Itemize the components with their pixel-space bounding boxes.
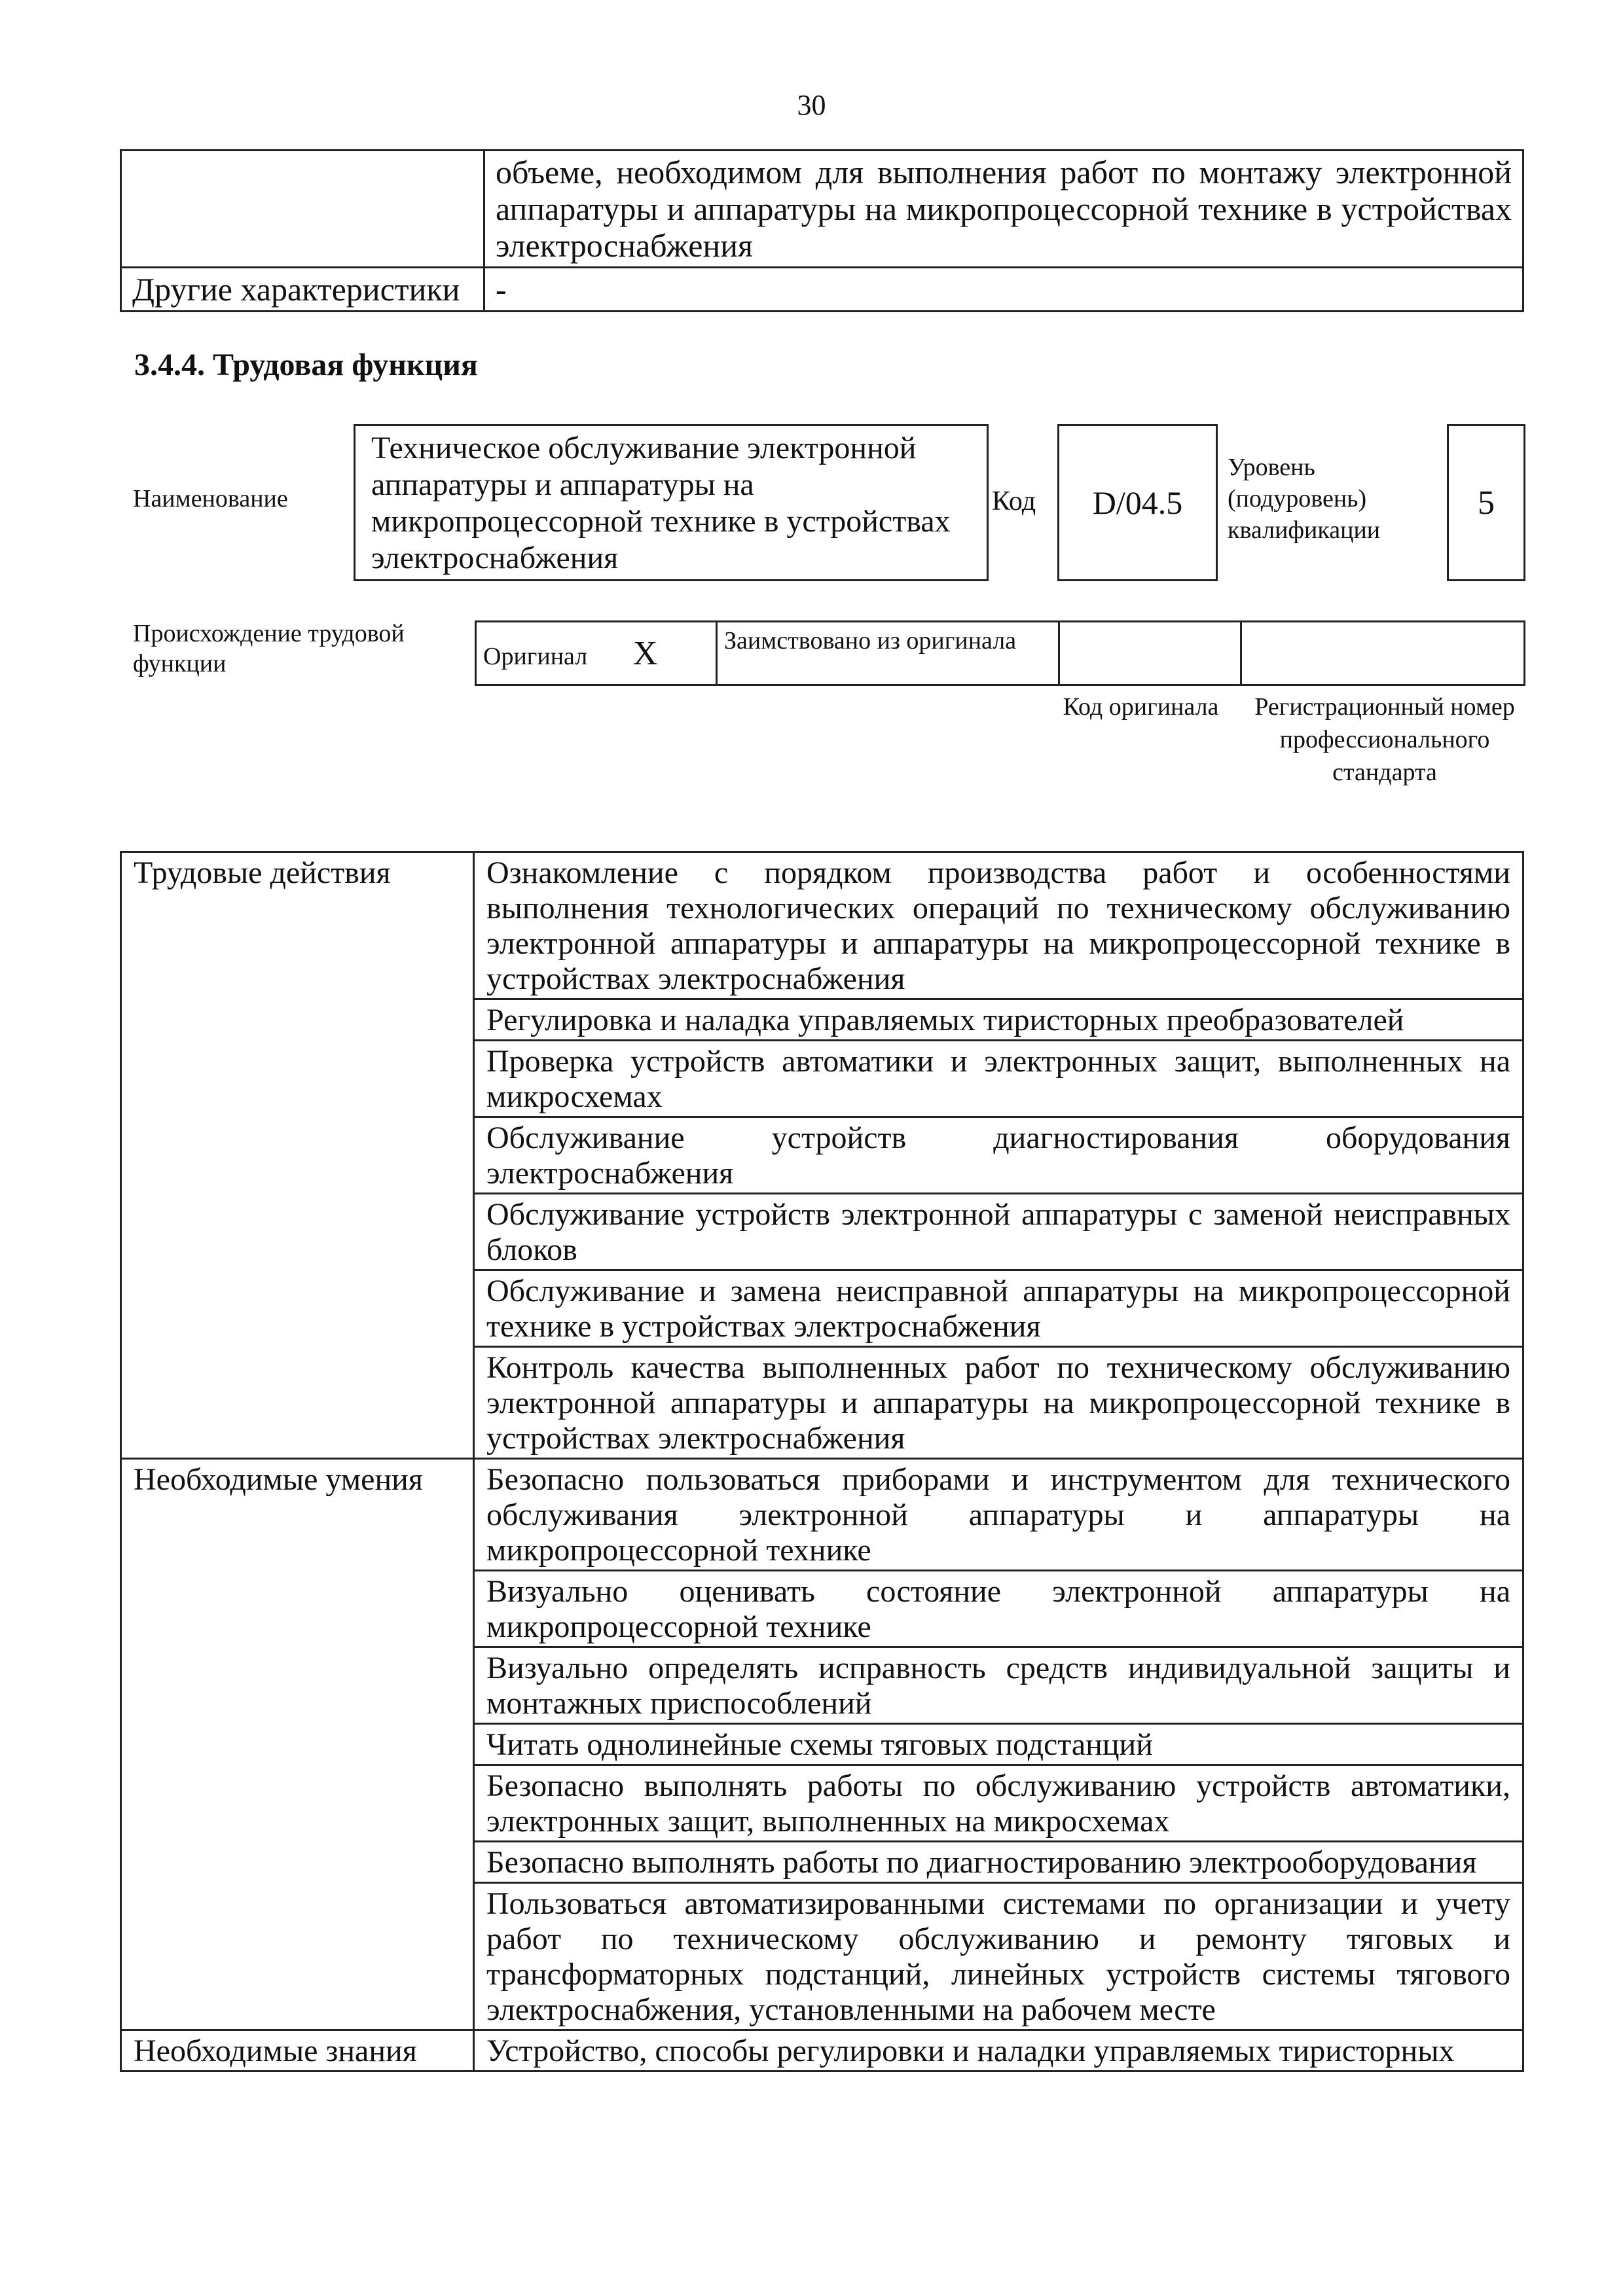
- origin-code-caption: Код оригинала: [1063, 693, 1219, 721]
- borrowed-cell: Заимствовано из оригинала: [717, 622, 1059, 685]
- section-item: Пользоваться автоматизированными системами по организации и учету работ по техническому обслуживанию и ремонту тяговых и трансформаторных подстанций, линейных устройств системы тягового электроснабжения, установленными на рабочем месте: [474, 1883, 1523, 2030]
- name-label: Наименование: [133, 485, 288, 512]
- table-cell: -: [484, 268, 1523, 312]
- table-cell-empty: [121, 151, 484, 268]
- continuation-table: [120, 149, 1524, 312]
- table-row: [121, 1459, 1523, 1571]
- section-item: Регулировка и наладка управляемых тиристорных преобразователей: [474, 999, 1523, 1041]
- section-item: Обслуживание устройств диагностирования оборудования электроснабжения: [474, 1117, 1523, 1194]
- origin-label: Происхождение трудовой функции: [133, 620, 405, 677]
- section-item: Устройство, способы регулировки и наладки управляемых тиристорных: [474, 2030, 1523, 2072]
- table-row: [476, 622, 1525, 685]
- section-label: Трудовые действия: [121, 852, 474, 1459]
- page-number: 30: [797, 89, 826, 121]
- section-item: Ознакомление с порядком производства работ и особенностями выполнения технологических операций по техническому обслуживанию электронной аппаратуры и аппаратуры на микропроцессорной технике в устройствах электроснабжения: [474, 852, 1523, 999]
- section-item: Визуально определять исправность средств индивидуальной защиты и монтажных приспособлений: [474, 1647, 1523, 1724]
- level-label: Уровень (подуровень) квалификации: [1228, 454, 1381, 544]
- section-item: Визуально оценивать состояние электронной аппаратуры на микропроцессорной технике: [474, 1571, 1523, 1647]
- table-row: [121, 2030, 1523, 2072]
- original-mark: X: [632, 634, 658, 672]
- section-item: Читать однолинейные схемы тяговых подстанций: [474, 1724, 1523, 1765]
- level-value-box: 5: [1447, 424, 1525, 581]
- section-item: Контроль качества выполненных работ по техническому обслуживанию электронной аппаратуры и аппаратуры на микропроцессорной технике в устройствах электроснабжения: [474, 1347, 1523, 1459]
- section-label: Необходимые умения: [121, 1459, 474, 2030]
- table-row: [121, 852, 1523, 999]
- table-row: [121, 151, 1523, 268]
- section-item: Обслуживание устройств электронной аппаратуры с заменой неисправных блоков: [474, 1194, 1523, 1270]
- function-name-box: Техническое обслуживание электронной аппаратуры и аппаратуры на микропроцессорной технике в устройствах электроснабжения: [354, 424, 989, 581]
- table-cell: объеме, необходимом для выполнения работ по монтажу электронной аппаратуры и аппаратуры на микропроцессорной технике в устройствах электроснабжения: [484, 151, 1523, 268]
- section-item: Проверка устройств автоматики и электронных защит, выполненных на микросхемах: [474, 1041, 1523, 1117]
- section-label: Необходимые знания: [121, 2030, 474, 2072]
- origin-reg-caption: Регистрационный номер профессионального стандарта: [1254, 693, 1515, 786]
- section-item: Обслуживание и замена неисправной аппаратуры на микропроцессорной технике в устройствах электроснабжения: [474, 1270, 1523, 1347]
- original-label: Оригинал: [483, 642, 588, 670]
- function-code-box: D/04.5: [1057, 424, 1218, 581]
- origin-code-cell: [1059, 622, 1241, 685]
- section-item: Безопасно выполнять работы по обслуживанию устройств автоматики, электронных защит, выполненных на микросхемах: [474, 1765, 1523, 1842]
- section-item: Безопасно выполнять работы по диагностированию электрооборудования: [474, 1842, 1523, 1883]
- section-item: Безопасно пользоваться приборами и инструментом для технического обслуживания электронной аппаратуры и аппаратуры на микропроцессорной технике: [474, 1459, 1523, 1571]
- origin-original-cell: [476, 622, 717, 685]
- function-details-table: [120, 851, 1524, 2072]
- code-label: Код: [992, 486, 1036, 516]
- row-label: Другие характеристики: [121, 268, 484, 312]
- origin-reg-cell: [1241, 622, 1525, 685]
- table-row: [121, 268, 1523, 312]
- details-body: [121, 852, 1523, 2072]
- section-heading: 3.4.4. Трудовая функция: [134, 348, 478, 382]
- origin-table: [475, 620, 1525, 686]
